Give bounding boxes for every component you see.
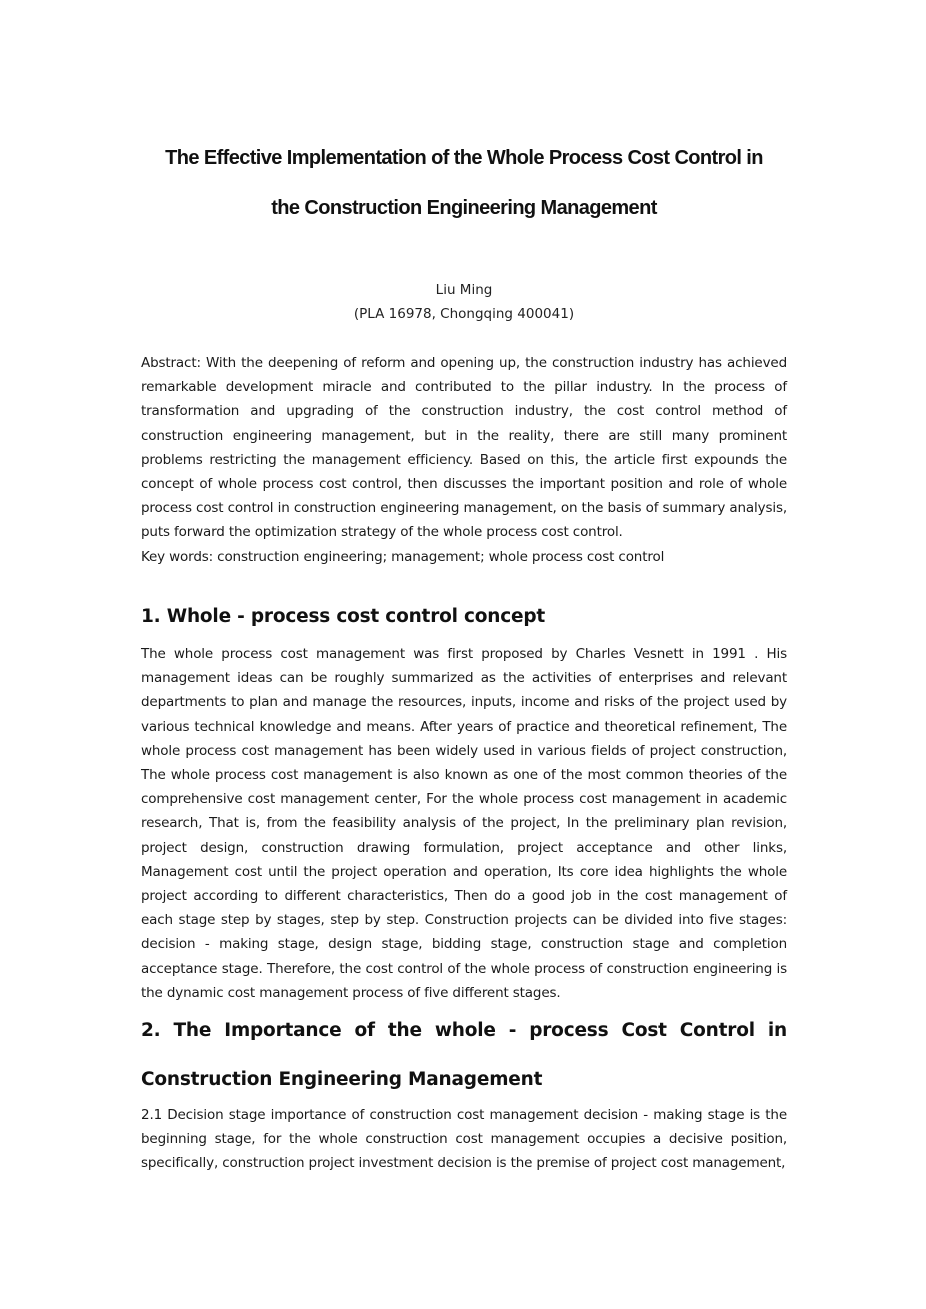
paper-title-line-1: The Effective Implementation of the Whole Process Cost Control in: [165, 147, 763, 169]
section-1-heading: 1. Whole - process cost control concept: [141, 606, 546, 627]
keywords: Key words: construction engineering; management; whole process cost control: [141, 549, 665, 565]
paper-title-line-2: the Construction Engineering Management: [271, 197, 657, 219]
section-2-body: 2.1 Decision stage importance of construction cost management decision - making stage is the beginning stage, for the whole construction cost management occupies a decisive position, specifically, construction project investment decision is the premise of project cost management,: [141, 1107, 787, 1172]
section-2-heading: 2. The Importance of the whole - process Cost Control in Construction Engineering Management: [141, 1020, 787, 1090]
author-affiliation: (PLA 16978, Chongqing 400041): [353, 306, 575, 322]
author-name: Liu Ming: [435, 282, 493, 298]
abstract: Abstract: With the deepening of reform and opening up, the construction industry has achieved remarkable development miracle and contributed to the pillar industry. In the process of transformation and upgrading of the construction industry, the cost control method of construction engineering management, but in the reality, there are still many prominent problems restricting the management efficiency. Based on this, the article first expounds the concept of whole process cost control, then discusses the important position and role of whole process cost control in construction engineering management, on the basis of summary analysis, puts forward the optimization strategy of the whole process cost control.: [141, 355, 787, 541]
section-1-body: The whole process cost management was first proposed by Charles Vesnett in 1991 . His management ideas can be roughly summarized as the activities of enterprises and relevant departments to plan and manage the resources, inputs, income and risks of the project used by various technical knowledge and means. After years of practice and theoretical refinement, The whole process cost management has been widely used in various fields of project construction, The whole process cost management is also known as one of the most common theories of the comprehensive cost management center, For the whole process cost management in academic research, That is, from the feasibility analysis of the project, In the preliminary plan revision, project design, construction drawing formulation, project acceptance and other links, Management cost until the project operation and operation, Its core idea highlights the whole project according to different characteristics, Then do a good job in the cost management of each stage step by stages, step by step. Construction projects can be divided into five stages: decision - making stage, design stage, bidding stage, construction stage and completion acceptance stage. Therefore, the cost control of the whole process of construction engineering is the dynamic cost management process of five different stages.: [141, 646, 787, 1001]
